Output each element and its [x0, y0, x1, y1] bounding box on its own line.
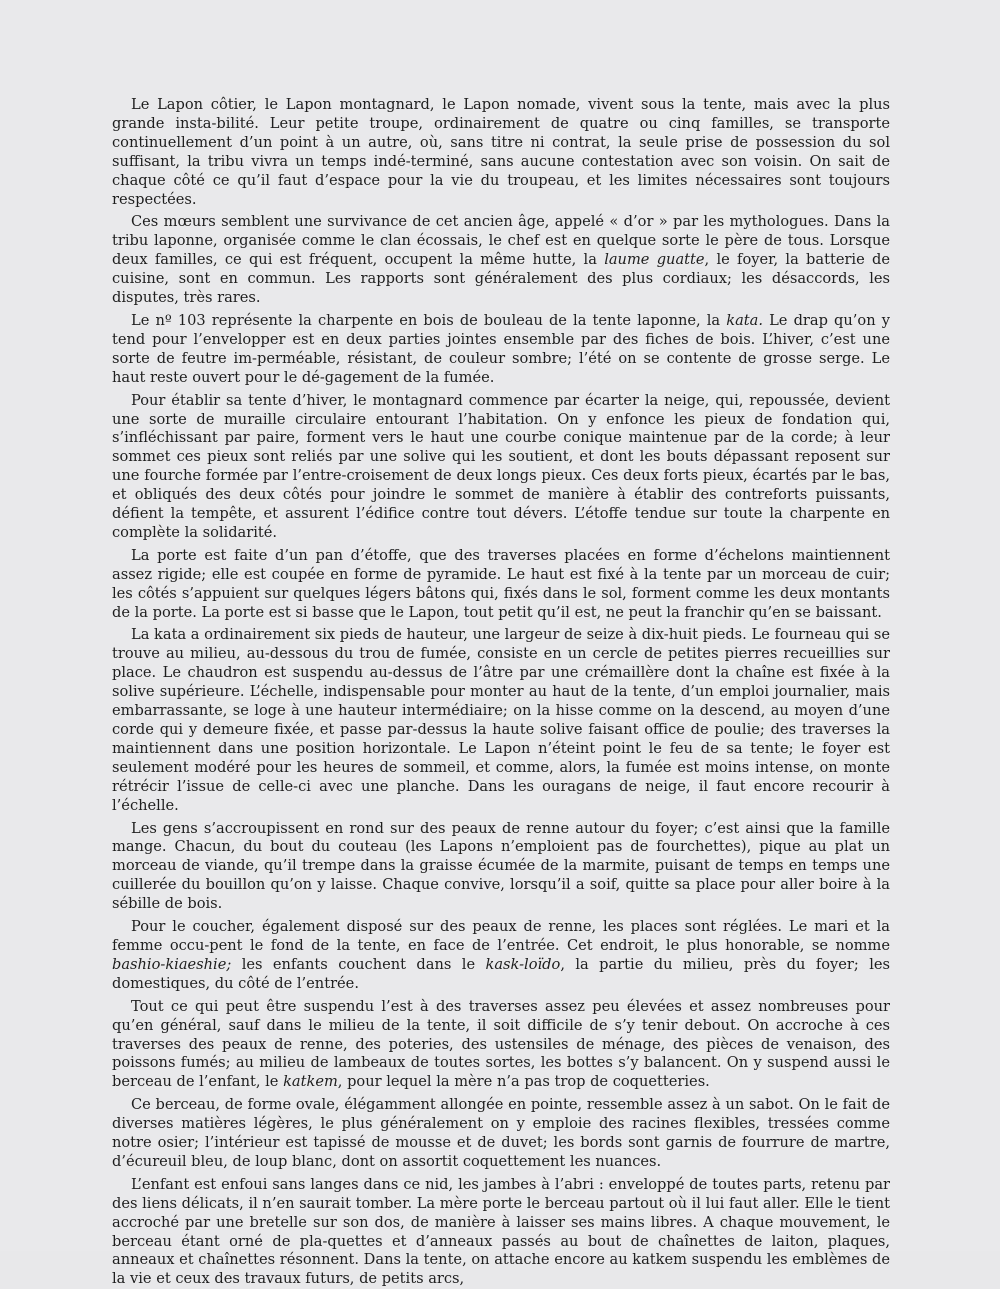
text-run: Pour le coucher, également disposé sur des peaux de renne, les places sont réglées. Le mari et la femme occu-pent le fond de la tente, en face de l’entrée. Cet endroit, le plus honorable, se nomme — [112, 918, 890, 954]
paragraph — [112, 392, 890, 543]
italic-term: laume guatte — [604, 251, 705, 269]
text-run: Pour établir sa tente d’hiver, le montagnard commence par écarter la neige, qui, repoussée, devient une sorte de muraille circulaire entourant l’habitation. On y enfonce les pieux de fondation qui, s’infléchissant par paire, forment vers le haut une courbe conique maintenue par de la corde; à leur sommet ces pieux sont reliés par une solive qui les soutient, et dont les bouts dépassant reposent sur une fourche formée par l’entre-croisement de deux longs pieux. Ces deux forts pieux, écartés par le bas, et obliqués des deux côtés pour joindre le sommet de manière à établir des contreforts puissants, défient la tempête, et assurent l’édifice contre tout dévers. L’étoffe tendue sur toute la charpente en complète la solidarité. — [112, 391, 890, 541]
paragraph — [112, 918, 890, 994]
text-run: L’enfant est enfoui sans langes dans ce nid, les jambes à l’abri : enveloppé de toutes parts, retenu par des liens délicats, il n’en saurait tomber. La mère porte le berceau partout où il lui faut aller. Elle le tient accroché par une bretelle sur son dos, de manière à laisser ses mains libres. A chaque mouvement, le berceau étant orné de pla-quettes et d’anneaux passés au bout de chaînettes de laiton, plaques, anneaux et chaînettes résonnent. Dans la tente, on attache encore au katkem suspendu les emblèmes de la vie et ceux des travaux futurs, de petits arcs, — [112, 1175, 890, 1288]
paragraph — [112, 1176, 890, 1289]
text-run: , la partie du milieu, près du foyer; les domestiques, du côté de l’entrée. — [112, 955, 890, 992]
text-run: Ces mœurs semblent une survivance de cet ancien âge, appelé « d’or » par les mythologues. Dans la tribu laponne, organisée comme le clan écossais, le chef est en quelque sorte le père de tous. Lorsque deux familles, ce qui est fréquent, occupent la même hutte, la — [112, 213, 890, 269]
text-run: Les gens s’accroupissent en rond sur des peaux de renne autour du foyer; c’est ainsi que la famille mange. Chacun, du bout du couteau (les Lapons n’emploient pas de fourchettes), pique au plat un morceau de viande, qu’il trempe dans la graisse écumée de la marmite, puisant de temps en temps une cuillerée du bouillon qu’on y laisse. Chaque convive, lorsqu’il a soif, quitte sa place pour aller boire à la sébille de bois. — [112, 819, 890, 913]
paragraph — [112, 547, 890, 623]
paragraph — [112, 312, 890, 388]
paragraph — [112, 96, 890, 209]
paragraph — [112, 1096, 890, 1172]
text-run: Le Lapon côtier, le Lapon montagnard, le Lapon nomade, vivent sous la tente, mais avec la plus grande insta-bilité. Leur petite troupe, ordinairement de quatre ou cinq familles, se transporte continuellement d’un point à un autre, où, sans titre ni contrat, la seule prise de possession du sol suffisant, la tribu vivra un temps indé-terminé, sans aucune contestation avec son voisin. On sait de chaque côté ce qu’il faut d’espace pour la vie du troupeau, et les limites nécessaires sont toujours respectées. — [112, 96, 890, 208]
text-run: , le foyer, la batterie de cuisine, sont en commun. Les rapports sont généralement des plus cordiaux; les désaccords, les disputes, très rares. — [112, 251, 890, 307]
text-run: La porte est faite d’un pan d’étoffe, que des traverses placées en forme d’échelons maintiennent assez rigide; elle est coupée en forme de pyramide. Le haut est fixé à la tente par un morceau de cuir; les côtés s’appuient sur quelques légers bâtons qui, fixés dans le sol, forment comme les deux montants de la porte. La porte est si basse que le Lapon, tout petit qu’il est, ne peut la franchir qu’en se baissant. — [112, 546, 890, 621]
paragraph — [112, 820, 890, 915]
paragraph — [112, 998, 890, 1093]
text-run: Le drap qu’on y tend pour l’envelopper est en deux parties jointes ensemble par des fiches de bois. L’hiver, c’est une sorte de feutre im-perméable, résistant, de couleur sombre; l’été on se contente de grosse serge. Le haut reste ouvert pour le dé-gagement de la fumée. — [112, 311, 890, 386]
italic-term: katkem — [283, 1073, 338, 1091]
italic-term: bashio-kiaeshie; — [112, 955, 232, 973]
text-run: , pour lequel la mère n’a pas trop de coquetteries. — [337, 1073, 710, 1091]
text-run: Le nº 103 représente la charpente en bois de bouleau de la tente laponne, la — [131, 311, 727, 329]
italic-term: kask-loïdo — [485, 955, 561, 973]
text-run: Tout ce qui peut être suspendu l’est à des traverses assez peu élevées et assez nombreuses pour qu’en général, sauf dans le milieu de la tente, il soit difficile de s’y tenir debout. On accroche à ces traverses des peaux de renne, des poteries, des ustensiles de ménage, des pièces de venaison, des poissons fumés; au milieu de lambeaux de toutes sortes, les bottes s’y balancent. On y suspend aussi le berceau de l’enfant, le — [112, 997, 890, 1091]
text-run: les enfants couchent dans le — [231, 955, 486, 973]
text-run: La kata a ordinairement six pieds de hauteur, une largeur de seize à dix-huit pieds. Le fourneau qui se trouve au milieu, au-dessous du trou de fumée, consiste en un cercle de petites pierres recueillies sur place. Le chaudron est suspendu au-dessus de l’âtre par une crémaillère dont la chaîne est fixée à la solive supérieure. L’échelle, indispensable pour monter au haut de la tente, d’un emploi journalier, mais embarrassante, se loge à une hauteur intermédiaire; on la hisse comme on la descend, au moyen d’une corde qui y demeure fixée, et passe par-dessus la haute solive faisant office de poulie; des traverses la maintiennent dans une position horizontale. Le Lapon n’éteint point le feu de sa tente; le foyer est seulement modéré pour les heures de sommeil, et comme, alors, la fumée est moins intense, on monte rétrécir l’issue de celle-ci avec une planche. Dans les ouragans de neige, il faut encore recourir à l’échelle. — [112, 626, 890, 814]
text-run: Ce berceau, de forme ovale, élégamment allongée en pointe, ressemble assez à un sabot. On le fait de diverses matières légères, le plus généralement on y emploie des racines flexibles, tressées comme notre osier; l’intérieur est tapissé de mousse et de duvet; les bords sont garnis de fourrure de martre, d’écureuil bleu, de loup blanc, dont on assortit coquettement les nuances. — [112, 1096, 890, 1170]
italic-term: kata. — [726, 311, 763, 329]
body-text — [112, 96, 890, 1289]
paragraph — [112, 626, 890, 815]
paragraph — [112, 213, 890, 308]
